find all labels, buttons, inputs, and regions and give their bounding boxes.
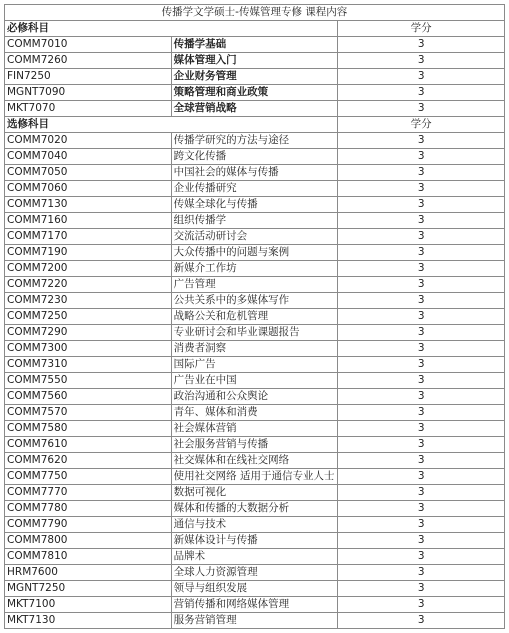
table-row <box>5 389 505 405</box>
table-row <box>5 549 505 565</box>
table-row <box>5 181 505 197</box>
table-row <box>5 53 505 69</box>
course-name: 企业传播研究 <box>171 181 338 197</box>
course-code: COMM7560 <box>5 389 172 405</box>
course-credits: 3 <box>338 533 505 549</box>
course-code: COMM7230 <box>5 293 172 309</box>
table-row <box>5 453 505 469</box>
course-code: COMM7160 <box>5 213 172 229</box>
course-code: COMM7580 <box>5 421 172 437</box>
course-name: 广告业在中国 <box>171 373 338 389</box>
course-code: COMM7550 <box>5 373 172 389</box>
course-name: 消费者洞察 <box>171 341 338 357</box>
course-code: COMM7200 <box>5 261 172 277</box>
course-name: 企业财务管理 <box>171 69 338 85</box>
course-credits: 3 <box>338 277 505 293</box>
required-credit-header: 学分 <box>338 21 505 37</box>
course-code: MKT7100 <box>5 597 172 613</box>
table-row <box>5 597 505 613</box>
course-name: 专业研讨会和毕业课题报告 <box>171 325 338 341</box>
course-credits: 3 <box>338 389 505 405</box>
course-code: COMM7790 <box>5 517 172 533</box>
course-code: COMM7310 <box>5 357 172 373</box>
course-name: 大众传播中的问题与案例 <box>171 245 338 261</box>
table-row <box>5 133 505 149</box>
course-credits: 3 <box>338 613 505 629</box>
course-credits: 3 <box>338 501 505 517</box>
table-row <box>5 213 505 229</box>
course-name: 跨文化传播 <box>171 149 338 165</box>
course-credits: 3 <box>338 181 505 197</box>
table-row <box>5 229 505 245</box>
table-row <box>5 149 505 165</box>
course-code: COMM7250 <box>5 309 172 325</box>
course-code: COMM7010 <box>5 37 172 53</box>
elective-section-label: 选修科目 <box>5 117 338 133</box>
course-credits: 3 <box>338 357 505 373</box>
table-row <box>5 501 505 517</box>
course-code: MKT7070 <box>5 101 172 117</box>
table-row <box>5 245 505 261</box>
course-credits: 3 <box>338 437 505 453</box>
course-code: COMM7190 <box>5 245 172 261</box>
course-code: MGNT7090 <box>5 85 172 101</box>
course-credits: 3 <box>338 53 505 69</box>
table-row <box>5 261 505 277</box>
course-name: 社会服务营销与传播 <box>171 437 338 453</box>
course-code: COMM7290 <box>5 325 172 341</box>
course-name: 媒体管理入门 <box>171 53 338 69</box>
course-name: 品牌术 <box>171 549 338 565</box>
course-name: 交流活动研讨会 <box>171 229 338 245</box>
table-title-row <box>5 5 505 21</box>
course-name: 公共关系中的多媒体写作 <box>171 293 338 309</box>
course-credits: 3 <box>338 69 505 85</box>
course-credits: 3 <box>338 261 505 277</box>
table-row <box>5 325 505 341</box>
course-code: COMM7130 <box>5 197 172 213</box>
course-credits: 3 <box>338 581 505 597</box>
table-row <box>5 613 505 629</box>
course-credits: 3 <box>338 517 505 533</box>
table-row <box>5 485 505 501</box>
course-name: 新媒介工作坊 <box>171 261 338 277</box>
course-name: 通信与技术 <box>171 517 338 533</box>
course-name: 策略管理和商业政策 <box>171 85 338 101</box>
course-credits: 3 <box>338 293 505 309</box>
course-credits: 3 <box>338 373 505 389</box>
course-credits: 3 <box>338 245 505 261</box>
elective-section-header <box>5 117 505 133</box>
course-name: 政治沟通和公众舆论 <box>171 389 338 405</box>
course-code: COMM7610 <box>5 437 172 453</box>
course-code: COMM7800 <box>5 533 172 549</box>
course-credits: 3 <box>338 453 505 469</box>
course-name: 营销传播和网络媒体管理 <box>171 597 338 613</box>
required-section-label: 必修科目 <box>5 21 338 37</box>
course-credits: 3 <box>338 149 505 165</box>
course-code: FIN7250 <box>5 69 172 85</box>
table-row <box>5 565 505 581</box>
course-credits: 3 <box>338 165 505 181</box>
course-code: COMM7570 <box>5 405 172 421</box>
course-credits: 3 <box>338 597 505 613</box>
course-code: COMM7260 <box>5 53 172 69</box>
table-row <box>5 197 505 213</box>
table-row <box>5 469 505 485</box>
course-table-body <box>5 5 505 629</box>
course-credits: 3 <box>338 37 505 53</box>
table-row <box>5 405 505 421</box>
course-code: COMM7300 <box>5 341 172 357</box>
course-name: 传媒全球化与传播 <box>171 197 338 213</box>
course-name: 数据可视化 <box>171 485 338 501</box>
course-document <box>4 4 505 629</box>
table-row <box>5 581 505 597</box>
table-row <box>5 341 505 357</box>
table-row <box>5 533 505 549</box>
table-row <box>5 309 505 325</box>
course-table <box>4 4 505 629</box>
course-credits: 3 <box>338 309 505 325</box>
table-row <box>5 421 505 437</box>
course-code: COMM7220 <box>5 277 172 293</box>
course-credits: 3 <box>338 101 505 117</box>
course-code: MGNT7250 <box>5 581 172 597</box>
course-code: COMM7050 <box>5 165 172 181</box>
course-code: COMM7810 <box>5 549 172 565</box>
course-code: COMM7170 <box>5 229 172 245</box>
course-code: COMM7620 <box>5 453 172 469</box>
table-row <box>5 517 505 533</box>
elective-credit-header: 学分 <box>338 117 505 133</box>
course-code: HRM7600 <box>5 565 172 581</box>
course-credits: 3 <box>338 229 505 245</box>
table-row <box>5 101 505 117</box>
course-credits: 3 <box>338 197 505 213</box>
course-name: 传播学研究的方法与途径 <box>171 133 338 149</box>
table-row <box>5 293 505 309</box>
table-row <box>5 165 505 181</box>
course-code: COMM7020 <box>5 133 172 149</box>
table-row <box>5 277 505 293</box>
course-name: 社会媒体营销 <box>171 421 338 437</box>
course-credits: 3 <box>338 549 505 565</box>
table-row <box>5 373 505 389</box>
course-name: 国际广告 <box>171 357 338 373</box>
course-name: 使用社交网络 适用于通信专业人士 <box>171 469 338 485</box>
course-credits: 3 <box>338 325 505 341</box>
course-code: COMM7040 <box>5 149 172 165</box>
table-row <box>5 37 505 53</box>
course-code: COMM7750 <box>5 469 172 485</box>
course-credits: 3 <box>338 421 505 437</box>
course-name: 社交媒体和在线社交网络 <box>171 453 338 469</box>
course-name: 领导与组织发展 <box>171 581 338 597</box>
course-credits: 3 <box>338 469 505 485</box>
course-name: 广告管理 <box>171 277 338 293</box>
course-code: COMM7770 <box>5 485 172 501</box>
required-section-header <box>5 21 505 37</box>
course-credits: 3 <box>338 341 505 357</box>
course-credits: 3 <box>338 85 505 101</box>
course-name: 组织传播学 <box>171 213 338 229</box>
table-row <box>5 437 505 453</box>
course-name: 新媒体设计与传播 <box>171 533 338 549</box>
table-row <box>5 357 505 373</box>
course-credits: 3 <box>338 213 505 229</box>
course-name: 青年、媒体和消费 <box>171 405 338 421</box>
course-name: 服务营销管理 <box>171 613 338 629</box>
course-code: COMM7060 <box>5 181 172 197</box>
course-credits: 3 <box>338 133 505 149</box>
course-name: 媒体和传播的大数据分析 <box>171 501 338 517</box>
course-name: 中国社会的媒体与传播 <box>171 165 338 181</box>
course-name: 传播学基础 <box>171 37 338 53</box>
table-row <box>5 85 505 101</box>
course-name: 全球人力资源管理 <box>171 565 338 581</box>
course-name: 全球营销战略 <box>171 101 338 117</box>
course-name: 战略公关和危机管理 <box>171 309 338 325</box>
table-title: 传播学文学硕士-传媒管理专修 课程内容 <box>5 5 505 21</box>
course-code: COMM7780 <box>5 501 172 517</box>
course-credits: 3 <box>338 485 505 501</box>
course-credits: 3 <box>338 405 505 421</box>
course-code: MKT7130 <box>5 613 172 629</box>
table-row <box>5 69 505 85</box>
course-credits: 3 <box>338 565 505 581</box>
